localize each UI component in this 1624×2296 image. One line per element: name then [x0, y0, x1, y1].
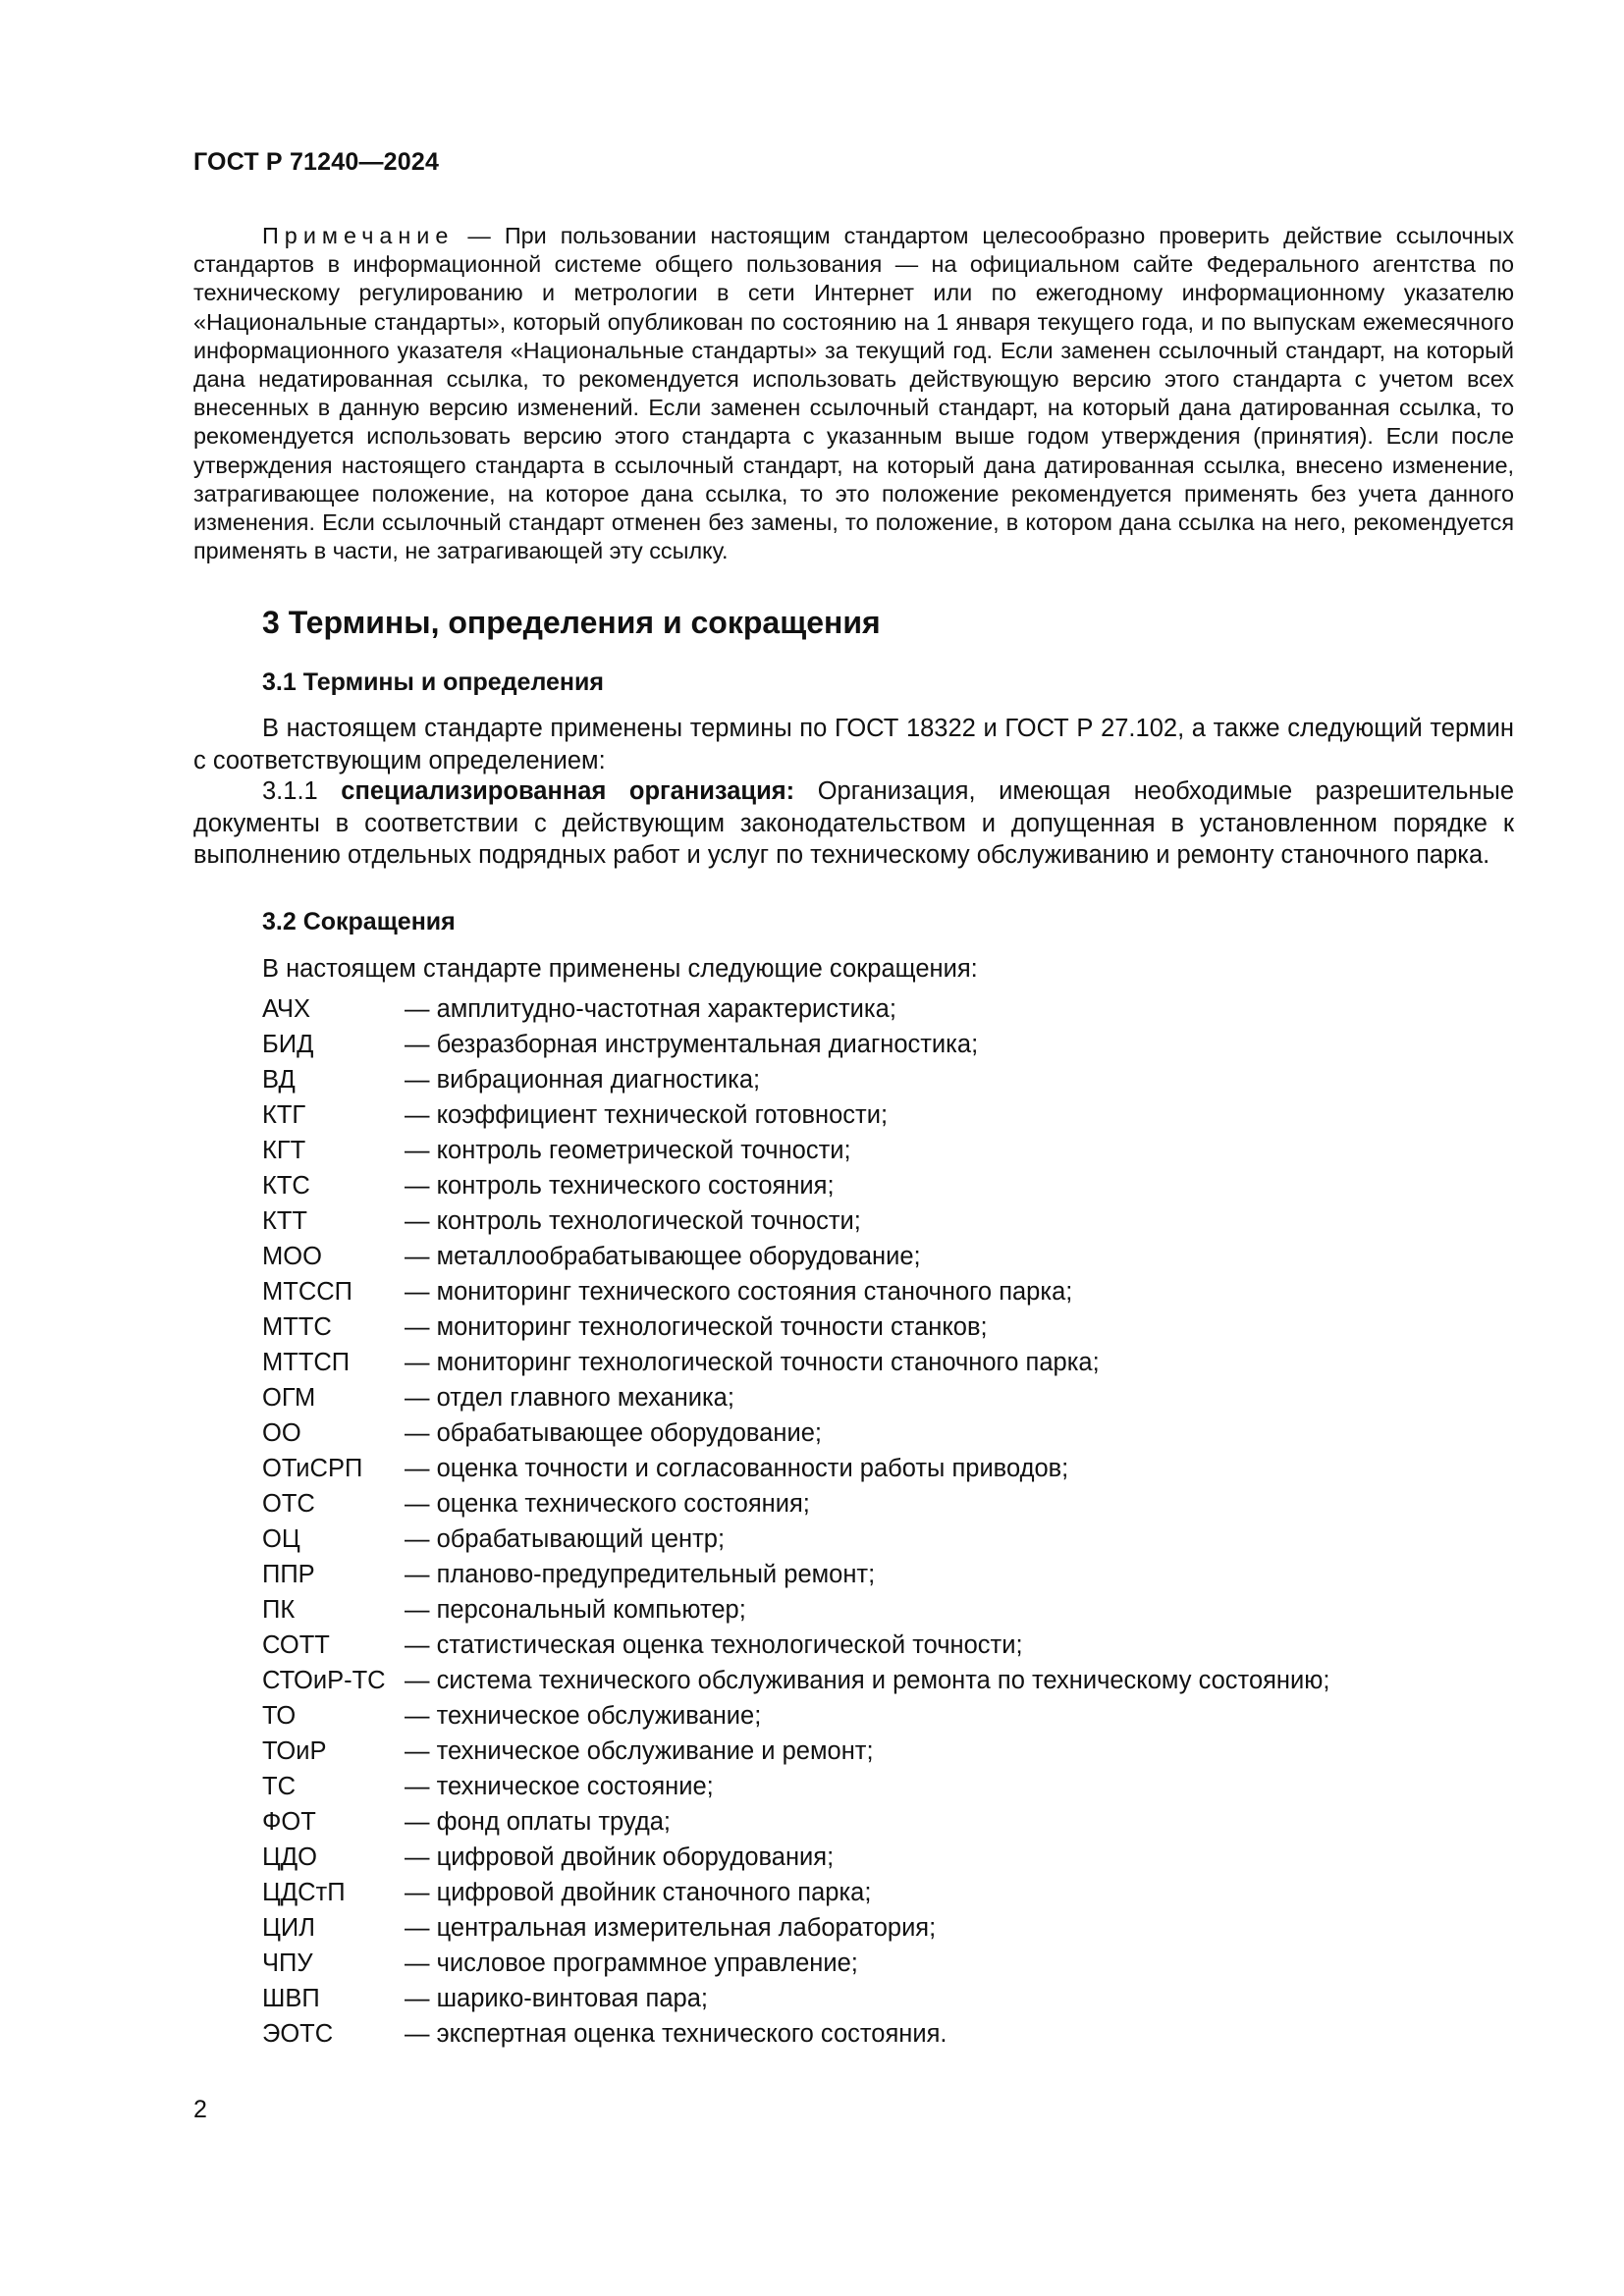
term-number: 3.1.1 — [262, 777, 342, 805]
abbreviations-intro: В настоящем стандарте применены следующие сокращения: — [262, 955, 978, 983]
abbreviation-definition: — контроль технологической точности; — [405, 1207, 861, 1235]
abbreviation-term: ВД — [262, 1066, 296, 1094]
abbreviation-definition: — контроль геометрической точности; — [405, 1137, 851, 1164]
abbreviation-row — [262, 1663, 1529, 1698]
abbreviation-term: ППР — [262, 1561, 315, 1588]
abbreviation-definition: — обрабатывающий центр; — [405, 1525, 726, 1553]
abbreviation-row — [262, 1875, 1529, 1910]
abbreviation-term: АЧХ — [262, 995, 311, 1023]
abbreviation-definition: — цифровой двойник оборудования; — [405, 1843, 835, 1871]
abbreviation-definition: — амплитудно-частотная характеристика; — [405, 995, 896, 1023]
abbreviation-term: ОТиСРП — [262, 1455, 363, 1482]
abbreviation-definition: — мониторинг технического состояния станочного парка; — [405, 1278, 1073, 1306]
abbreviation-definition: — вибрационная диагностика; — [405, 1066, 761, 1094]
abbreviation-row — [262, 1168, 1529, 1203]
abbreviation-term: МТТСП — [262, 1349, 351, 1376]
abbreviation-row — [262, 1840, 1529, 1875]
abbreviation-term: МТССП — [262, 1278, 352, 1306]
abbreviation-term: ЭОТС — [262, 2020, 334, 2048]
abbreviation-term: ШВП — [262, 1985, 320, 2012]
abbreviation-definition: — экспертная оценка технического состояния. — [405, 2020, 947, 2048]
abbreviation-row — [262, 1345, 1529, 1380]
abbreviation-term: ТС — [262, 1773, 296, 1800]
abbreviation-row — [262, 1698, 1529, 1734]
abbreviation-term: ЦИЛ — [262, 1914, 315, 1942]
term-definition-paragraph — [193, 775, 1514, 872]
abbreviation-term: ЦДО — [262, 1843, 317, 1871]
abbreviation-definition: — цифровой двойник станочного парка; — [405, 1879, 872, 1906]
abbreviation-definition: — шарико-винтовая пара; — [405, 1985, 708, 2012]
abbreviation-row — [262, 1309, 1529, 1345]
abbreviation-row — [262, 1380, 1529, 1415]
abbreviation-row — [262, 1133, 1529, 1168]
term-definition: Организация, имеющая необходимые разрешительные документы в соответствии с действующим законодательством и допущенная в установленном порядке к выполнению отдельных подрядных работ и услуг по техническому обслуживанию и ремонту станочного парка. — [193, 777, 1515, 869]
abbreviation-term: ОГМ — [262, 1384, 316, 1412]
abbreviation-term: БИД — [262, 1031, 314, 1058]
note-label: Примечание — [262, 223, 455, 248]
abbreviation-definition: — числовое программное управление; — [405, 1949, 858, 1977]
abbreviation-definition: — оценка точности и согласованности работы приводов; — [405, 1455, 1069, 1482]
abbreviation-list — [262, 991, 1529, 2052]
abbreviation-row — [262, 1557, 1529, 1592]
note-paragraph — [193, 222, 1514, 565]
abbreviation-row — [262, 1203, 1529, 1239]
abbreviation-row — [262, 1097, 1529, 1133]
abbreviation-row — [262, 1592, 1529, 1628]
abbreviation-term: ПК — [262, 1596, 296, 1624]
subsection-3-2-title: 3.2 Сокращения — [262, 908, 456, 935]
abbreviation-definition: — статистическая оценка технологической точности; — [405, 1631, 1023, 1659]
subsection-3-1-title: 3.1 Термины и определения — [262, 668, 604, 696]
abbreviation-term: СТОиР-ТС — [262, 1667, 386, 1694]
abbreviation-term: ЧПУ — [262, 1949, 313, 1977]
abbreviation-definition: — техническое состояние; — [405, 1773, 714, 1800]
abbreviation-term: КТТ — [262, 1207, 308, 1235]
abbreviation-term: ОЦ — [262, 1525, 300, 1553]
abbreviation-term: ОО — [262, 1419, 301, 1447]
abbreviation-term: ОТС — [262, 1490, 315, 1518]
abbreviation-row — [262, 1415, 1529, 1451]
abbreviation-row — [262, 1734, 1529, 1769]
abbreviation-row — [262, 1027, 1529, 1062]
abbreviation-definition: — отдел главного механика; — [405, 1384, 734, 1412]
abbreviation-row — [262, 1274, 1529, 1309]
abbreviation-definition: — фонд оплаты труда; — [405, 1808, 671, 1836]
abbreviation-definition: — центральная измерительная лаборатория; — [405, 1914, 937, 1942]
abbreviation-definition: — обрабатывающее оборудование; — [405, 1419, 822, 1447]
document-header: ГОСТ Р 71240—2024 — [193, 148, 440, 176]
abbreviation-term: МОО — [262, 1243, 322, 1270]
term-name: специализированная организация: — [341, 777, 795, 805]
abbreviation-term: ТОиР — [262, 1737, 327, 1765]
abbreviation-row — [262, 1486, 1529, 1522]
abbreviation-definition: — мониторинг технологической точности станков; — [405, 1313, 988, 1341]
abbreviation-definition: — техническое обслуживание; — [405, 1702, 762, 1730]
abbreviation-row — [262, 1981, 1529, 2016]
abbreviation-row — [262, 1239, 1529, 1274]
abbreviation-row — [262, 1910, 1529, 1946]
abbreviation-term: ТО — [262, 1702, 297, 1730]
abbreviation-row — [262, 1628, 1529, 1663]
abbreviation-definition: — планово-предупредительный ремонт; — [405, 1561, 876, 1588]
section-3-title: 3 Термины, определения и сокращения — [262, 605, 881, 640]
abbreviation-definition: — металлообрабатывающее оборудование; — [405, 1243, 921, 1270]
abbreviation-row — [262, 1062, 1529, 1097]
terms-intro-paragraph: В настоящем стандарте применены термины по ГОСТ 18322 и ГОСТ Р 27.102, а также следующий термин с соответствующим определением: — [193, 715, 1514, 774]
abbreviation-term: ЦДСтП — [262, 1879, 346, 1906]
abbreviation-row — [262, 1804, 1529, 1840]
abbreviation-row — [262, 1522, 1529, 1557]
abbreviation-definition: — контроль технического состояния; — [405, 1172, 835, 1200]
abbreviation-row — [262, 1451, 1529, 1486]
abbreviation-row — [262, 1769, 1529, 1804]
abbreviation-definition: — коэффициент технической готовности; — [405, 1101, 889, 1129]
abbreviation-row — [262, 991, 1529, 1027]
abbreviation-definition: — персональный компьютер; — [405, 1596, 746, 1624]
abbreviation-term: МТТС — [262, 1313, 332, 1341]
abbreviation-definition: — безразборная инструментальная диагностика; — [405, 1031, 979, 1058]
abbreviation-term: КГТ — [262, 1137, 306, 1164]
abbreviation-term: ФОТ — [262, 1808, 316, 1836]
abbreviation-definition: — оценка технического состояния; — [405, 1490, 810, 1518]
note-text: — При пользовании настоящим стандартом целесообразно проверить действие ссылочных стандартов в информационной системе общего пользования — на официальном сайте Федерального агентства по техническому регулированию и метрологии в сети Интернет или по ежегодному информационному указателю «Национальные стандарты», который опубликован по состоянию на 1 января текущего года, и по выпускам ежемесячного информационного указателя «Национальные стандарты» за текущий год. Если заменен ссылочный стандарт, на который дана недатированная ссылка, то рекомендуется использовать действующую версию этого стандарта с учетом всех внесенных в данную версию изменений. Если заменен ссылочный стандарт, на который дана датированная ссылка, то рекомендуется использовать версию этого стандарта с указанным выше годом утверждения (принятия). Если после утверждения настоящего стандарта в ссылочный стандарт, на который дана датированная ссылка, внесено изменение, затрагивающее положение, на которое дана ссылка, то это положение рекомендуется применять без учета данного изменения. Если ссылочный стандарт отменен без замены, то положение, в котором дана ссылка на него, рекомендуется применять в части, не затрагивающей эту ссылку. — [193, 223, 1514, 564]
abbreviation-definition: — мониторинг технологической точности станочного парка; — [405, 1349, 1100, 1376]
abbreviation-definition: — техническое обслуживание и ремонт; — [405, 1737, 874, 1765]
abbreviation-term: СОТТ — [262, 1631, 330, 1659]
page-number: 2 — [193, 2096, 207, 2123]
abbreviation-row — [262, 2016, 1529, 2052]
abbreviation-row — [262, 1946, 1529, 1981]
abbreviation-definition: — система технического обслуживания и ремонта по техническому состоянию; — [405, 1667, 1330, 1694]
abbreviation-term: КТГ — [262, 1101, 306, 1129]
abbreviation-term: КТС — [262, 1172, 310, 1200]
